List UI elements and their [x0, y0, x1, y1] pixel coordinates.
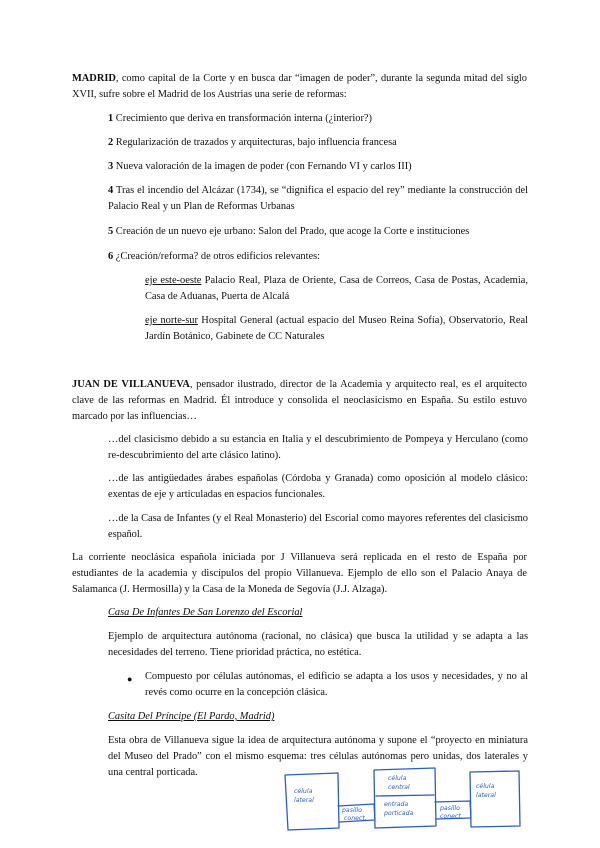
madrid-item-3: [108, 159, 528, 175]
item-text: ¿Creación/reforma? de otros edificios relevantes:: [113, 251, 321, 262]
madrid-intro-text: , como capital de la Corte y en busca dar “imagen de poder”, durante la segunda mitad del siglo XVII, sufre sobre el Madrid de los Austrias una serie de reformas:: [72, 73, 527, 100]
axis-text: Hospital General (actual espacio del Museo Reina Sofía), Observatorio, Real Jardín Botánico, Gabinete de CC Naturales: [145, 315, 528, 342]
casa-infantes-heading: [108, 605, 528, 621]
left-connector-label-2: conect.: [344, 815, 367, 822]
right-cell-label-1: célula: [476, 783, 495, 790]
right-connector-label-1: pasillo: [440, 805, 460, 812]
madrid-title: MADRID: [72, 73, 116, 84]
item-text: Tras el incendio del Alcázar (1734), se “dignifica el espacio del rey” mediante la construcción del Palacio Real y un Plan de Reformas Urbanas: [108, 185, 528, 212]
center-cell-label-2: central: [388, 784, 410, 791]
influence-2: …de las antigüedades árabes españolas (Córdoba y Granada) como oposición al modelo clásico: exentas de eje y articuladas en espacios funcionales.: [108, 473, 528, 500]
casita-plan-sketch: [280, 766, 525, 836]
right-cell-label-2: lateral: [476, 792, 496, 799]
influence-3: …de la Casa de Infantes (y el Real Monasterio) del Escorial como mayores referentes del clasicismo español.: [108, 513, 528, 540]
item-text: Crecimiento que deriva en transformación interna (¿interior?): [113, 113, 372, 124]
madrid-item-5: [108, 224, 528, 240]
center-entry-label-2: porticada: [384, 810, 414, 817]
casa-infantes-bullet-text: Compuesto por células autónomas, el edificio se adapta a los usos y necesidades, y no al revés como ocurre en la concepción clásica.: [145, 671, 528, 698]
right-connector-label-2: conect.: [440, 813, 463, 820]
left-cell-label-2: lateral: [294, 797, 314, 804]
center-cell-label-1: célula: [388, 775, 407, 782]
influence-1: …del clasicismo debido a su estancia en Italia y el descubrimiento de Pompeya y Herculano (como re-descubrimiento del arte clásico latino).: [108, 434, 528, 461]
madrid-item-6: [108, 249, 528, 265]
item-text: Regularización de trazados y arquitecturas, bajo influencia francesa: [113, 137, 397, 148]
bullet-icon: ●: [127, 674, 133, 684]
axis-label: eje norte-sur: [145, 315, 198, 326]
villanueva-intro-text: , pensador ilustrado, director de la Academia y arquitecto real, es el arquitecto clave de las reformas en Madrid. Él introduce y consolida el neoclasicismo en España. Su estilo estuvo marcado por las influencias…: [72, 379, 527, 422]
madrid-item-2: [108, 135, 528, 151]
axis-text: Palacio Real, Plaza de Oriente, Casa de Correos, Casa de Postas, Academia, Casa de Aduanas, Puerta de Alcalá: [145, 275, 528, 302]
casa-infantes-title: Casa De Infantes De San Lorenzo del Escorial: [108, 607, 303, 618]
center-divider: [376, 795, 434, 796]
item-number: 5: [108, 226, 114, 237]
villanueva-intro: [72, 377, 527, 425]
madrid-item-4: [108, 183, 528, 215]
villanueva-legacy: La corriente neoclásica española iniciada por J Villanueva será replicada en el resto de España por estudiantes de la academia y discípulos del propio Villanueva. Ejemplo de ello son el Palacio Anaya de Salamanca (J. Hermosilla) y la Casa de la Moneda de Segovia (J.J. Alzaga).: [72, 552, 527, 595]
right-cell-outline: [470, 771, 520, 827]
center-entry-label-1: entrada: [384, 801, 409, 808]
casita-principe-text: Esta obra de Villanueva sigue la idea de arquitectura autónoma y supone el “proyecto en miniatura del Museo del Prado” con el mismo esquema: tres células autónomas pero unidas, dos laterales y una central porticada.: [108, 735, 528, 778]
casita-principe-heading: [108, 709, 528, 725]
axis-north-south: [145, 313, 528, 345]
axis-label: eje este-oeste: [145, 275, 202, 286]
madrid-intro: [72, 71, 527, 103]
item-number: 2: [108, 137, 114, 148]
item-text: Creación de un nuevo eje urbano: Salon del Prado, que acoge la Corte e instituciones: [113, 226, 470, 237]
item-number: 1: [108, 113, 114, 124]
casita-principe-title: Casita Del Príncipe (El Pardo, Madrid): [108, 711, 275, 722]
villanueva-title: JUAN DE VILLANUEVA: [72, 379, 190, 390]
item-number: 3: [108, 161, 114, 172]
casa-infantes-text: Ejemplo de arquitectura autónoma (racional, no clásica) que busca la utilidad y se adapta a las necesidades del terreno. Tiene prioridad práctica, no estética.: [108, 631, 528, 658]
left-connector-label-1: pasillo: [342, 807, 362, 814]
item-text: Nueva valoración de la imagen de poder (con Fernando VI y carlos III): [113, 161, 412, 172]
item-number: 4: [108, 185, 114, 196]
axis-east-west: [145, 273, 528, 305]
madrid-item-1: [108, 111, 528, 127]
item-number: 6: [108, 251, 114, 262]
left-cell-label-1: célula: [294, 788, 313, 795]
